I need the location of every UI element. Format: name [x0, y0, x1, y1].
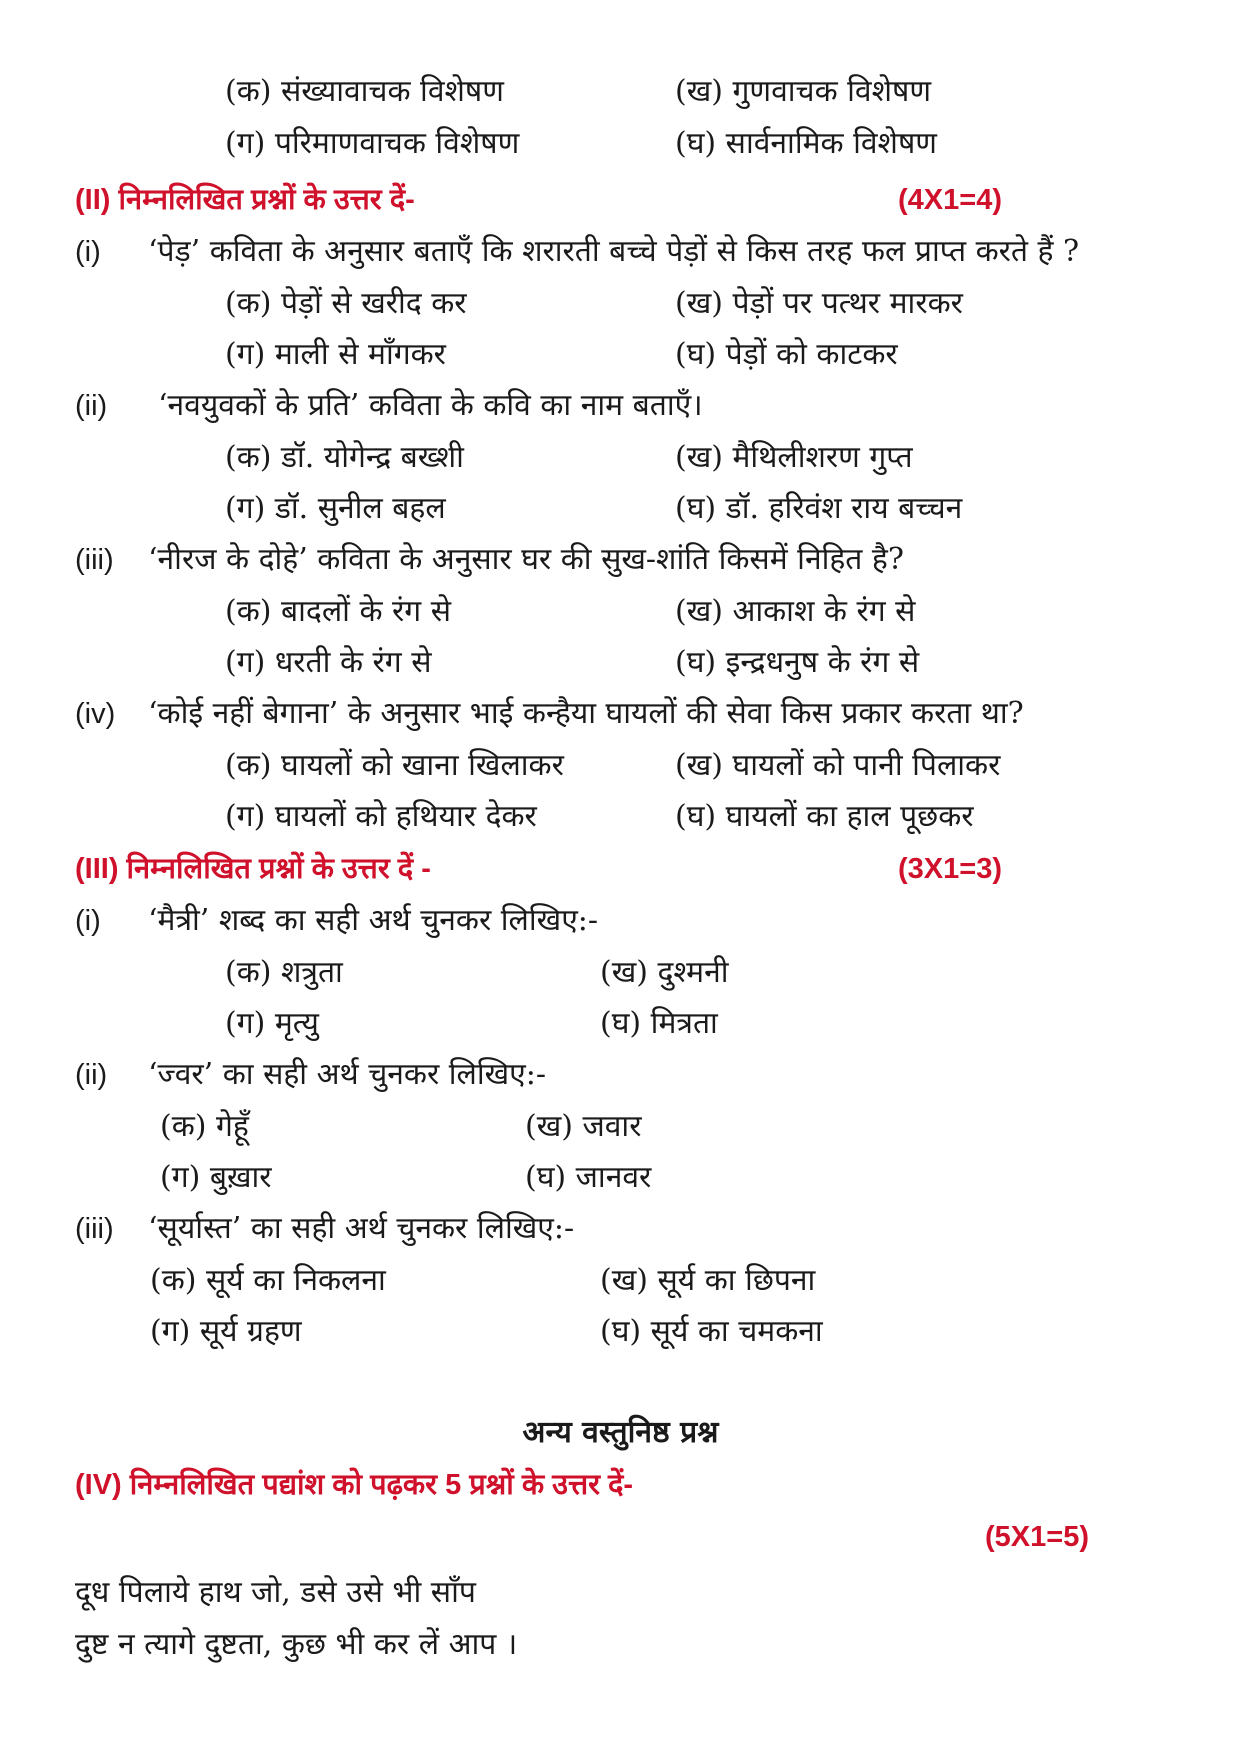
option: (ख) सूर्य का छिपना — [600, 1263, 816, 1298]
option: (घ) सार्वनामिक विशेषण — [675, 126, 937, 161]
question-text: ‘नीरज के दोहे’ कविता के अनुसार घर की सुख-शांति किसमें निहित है? — [148, 542, 904, 577]
option: (घ) सूर्य का चमकना — [600, 1314, 823, 1349]
option: (ख) मैथिलीशरण गुप्त — [675, 440, 913, 475]
option: (ग) घायलों को हथियार देकर — [225, 799, 537, 834]
option: (घ) मित्रता — [600, 1006, 718, 1041]
question-text: ‘नवयुवकों के प्रति’ कविता के कवि का नाम बताएँ। — [158, 388, 703, 423]
option: (ख) पेड़ों पर पत्थर मारकर — [675, 286, 963, 321]
option: (घ) जानवर — [525, 1160, 652, 1195]
option: (घ) पेड़ों को काटकर — [675, 337, 898, 372]
option: (ग) परिमाणवाचक विशेषण — [225, 126, 520, 161]
question-number: (i) — [75, 905, 101, 937]
option: (क) डॉ. योगेन्द्र बख्शी — [225, 440, 464, 475]
question-number: (i) — [75, 236, 101, 268]
option: (ख) जवार — [525, 1109, 642, 1144]
option: (घ) इन्द्रधनुष के रंग से — [675, 645, 920, 680]
option: (क) गेहूँ — [160, 1109, 249, 1144]
question-text: ‘ज्वर’ का सही अर्थ चुनकर लिखिए:- — [148, 1057, 547, 1092]
option: (ग) माली से माँगकर — [225, 337, 446, 372]
verse-line: दूध पिलाये हाथ जो, डसे उसे भी साँप — [75, 1575, 476, 1610]
section-heading: (IV) निम्नलिखित पद्यांश को पढ़कर 5 प्रश्नों के उत्तर दें- — [75, 1469, 634, 1501]
option: (घ) घायलों का हाल पूछकर — [675, 799, 974, 834]
section-title: अन्य वस्तुनिष्ठ प्रश्न — [522, 1415, 719, 1450]
option: (क) संख्यावाचक विशेषण — [225, 74, 504, 109]
section-marks: (5X1=5) — [985, 1521, 1089, 1553]
section-marks: (4X1=4) — [898, 184, 1002, 216]
option: (घ) डॉ. हरिवंश राय बच्चन — [675, 491, 963, 526]
option: (ग) बुख़ार — [160, 1160, 272, 1195]
question-number: (iv) — [75, 698, 116, 730]
option: (क) बादलों के रंग से — [225, 594, 452, 629]
verse-line: दुष्ट न त्यागे दुष्टता, कुछ भी कर लें आप । — [75, 1627, 518, 1662]
option: (ग) धरती के रंग से — [225, 645, 432, 680]
question-number: (ii) — [75, 390, 108, 422]
option: (ग) सूर्य ग्रहण — [150, 1314, 302, 1349]
option: (क) सूर्य का निकलना — [150, 1263, 386, 1298]
section-marks: (3X1=3) — [898, 853, 1002, 885]
question-text: ‘सूर्यास्त’ का सही अर्थ चुनकर लिखिए:- — [148, 1211, 575, 1246]
question-text: ‘पेड़’ कविता के अनुसार बताएँ कि शरारती बच्चे पेड़ों से किस तरह फल प्राप्त करते हैं ? — [148, 234, 1080, 269]
section-heading: (II) निम्नलिखित प्रश्नों के उत्तर दें- — [75, 184, 415, 216]
option: (ख) दुश्मनी — [600, 955, 729, 990]
option: (ग) डॉ. सुनील बहल — [225, 491, 446, 526]
section-heading: (III) निम्नलिखित प्रश्नों के उत्तर दें - — [75, 853, 431, 885]
option: (ख) घायलों को पानी पिलाकर — [675, 748, 1001, 783]
question-text: ‘कोई नहीं बेगाना’ के अनुसार भाई कन्हैया घायलों की सेवा किस प्रकार करता था? — [148, 696, 1024, 731]
option: (क) घायलों को खाना खिलाकर — [225, 748, 564, 783]
option: (ख) आकाश के रंग से — [675, 594, 916, 629]
option: (ग) मृत्यु — [225, 1006, 319, 1041]
option: (क) शत्रुता — [225, 955, 343, 990]
question-number: (iii) — [75, 544, 114, 576]
question-number: (iii) — [75, 1213, 114, 1245]
question-number: (ii) — [75, 1059, 108, 1091]
question-text: ‘मैत्री’ शब्द का सही अर्थ चुनकर लिखिए:- — [148, 903, 599, 938]
option: (क) पेड़ों से खरीद कर — [225, 286, 467, 321]
option: (ख) गुणवाचक विशेषण — [675, 74, 932, 109]
